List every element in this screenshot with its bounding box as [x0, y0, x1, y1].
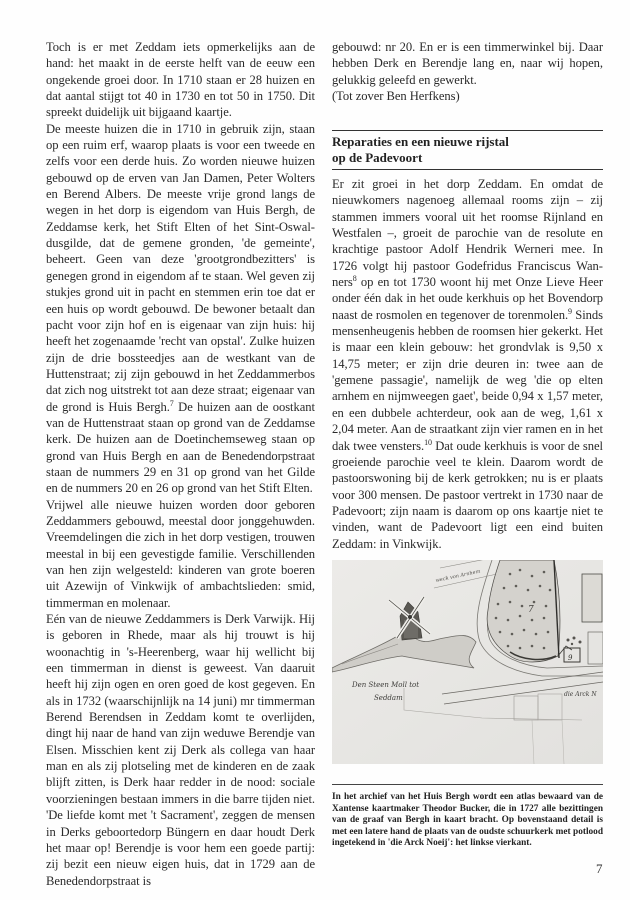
footnote-ref-7[interactable]: 7 — [169, 398, 174, 408]
figure-caption-box — [332, 784, 603, 850]
historic-map-image — [332, 560, 603, 764]
left-column — [46, 39, 315, 889]
paragraph-padevoort-part2: op en tot 1730 woont hij met Onze Lieve Heer onder één dak in het oude kerkhuis op het Bovendorp naast de rosmolen en tegenover de torenmolen. — [332, 275, 603, 322]
map-label-plot-7: 7 — [528, 605, 534, 615]
map-label-windmill-line2: Seddam — [374, 694, 403, 702]
footnote-ref-10[interactable]: 10 — [424, 437, 432, 447]
paragraph-padevoort-part3: Sinds mensenheugenis hebben de roomsen hier gekerkt. Het is maar een klein gebouw: het grondvlak is 9,50 x 14,75 meter; er zijn drie deuren in: twee aan de 'gemene passagie', namelijk de weg 'die op elten arnhem en nijmweegen gaet', beide 0,94 x 1,57 meter, en een dubbele achterdeur, ook aan de weg, 1,61 x 2,04 meter. Aan de straatkant zijn vier ramen en in het dak twee vensters. — [332, 307, 603, 453]
footnote-ref-8[interactable]: 8 — [352, 274, 357, 284]
paragraph-padevoort — [332, 176, 603, 552]
right-column-intro — [332, 39, 603, 104]
section-heading — [332, 134, 603, 166]
section-heading-line1: Reparaties en een nieuwe rijstal — [332, 134, 509, 149]
paragraph-houses-land — [46, 121, 315, 497]
right-column-body — [332, 176, 603, 552]
section-heading-line2: op de Padevoort — [332, 150, 423, 165]
paragraph-padevoort-part1: Er zit groei in het dorp Zeddam. En omdat de nieuwkomers nagenoeg allemaal rooms zijn – zij stammen immers vooral uit het roomse Rijnland en Westfalen –, groeit de parochie van de resolute en krachtige pastoor Adolf Hendrik Werneri mee. In 1726 volgt hij pastoor Godefridus Franciscus Wanners — [332, 177, 603, 290]
section-heading-box — [332, 130, 603, 170]
paragraph-padevoort-part4: Dat oude kerkhuis is voor de snel groeiende parochie veel te klein. Daarom wordt de pastoorswoning bij de kerk getrokken; nu is er plaats voor 300 mensen. De pastoor vertrekt in 1730 naar de Padevoort; zijn naam is daarom op ons kaartje niet te vinden, want de Padevoort ligt een eind buiten Zeddam: in Vinkwijk. — [332, 438, 603, 551]
paragraph-derk-conclusion: gebouwd: nr 20. En er is een timmerwinkel bij. Daar hebben Derk en Berendje lang en, naar wij hopen, gelukkig geleefd en gewerkt. — [332, 40, 603, 87]
footnote-ref-9[interactable]: 9 — [568, 306, 572, 316]
page-number: 7 — [596, 861, 603, 876]
map-label-windmill-line1: Den Steen Moll tot — [352, 681, 420, 689]
paragraph-newcomers: Vrijwel alle nieuwe huizen worden door geboren Zeddammers gebouwd, meestal door jonggehuwden. Vreemdelingen die zich in het dorp vestigen, trouwen meestal in bij een gevestigde familie. Verschillenden van hen zijn welgesteld: kinderen van grote boeren uit Azewijn of Vinkwijk of ambachtslieden: smid, timmerman en molenaar. — [46, 497, 315, 610]
map-label-road: weck von Arnhem — [435, 568, 481, 584]
paragraph-growth-intro: Toch is er met Zeddam iets opmerkelijks aan de hand: het maakt in de eerste helft van de eeuw een ongekende groei door. In 1710 staan er 28 huizen en dat aantal stijgt tot 40 in 1730 en tot 50 in 1750. Dit spreekt duidelijk uit bijgaand kaartje. — [46, 40, 315, 120]
map-label-plot-9: 9 — [568, 654, 573, 662]
paragraph-houses-land-continuation: De huizen aan de oostkant van de Huttenstraat staan op grond van de Zeddamse kerk. De huizen aan de Doetinchemseweg staan op grond van Huis Bergh en aan de Benedendorpstraat staan de nummers 29 en 31 op grond van het Gilde en de nummers 20 en 26 op grond van het Stift Elten. — [46, 399, 315, 496]
map-plot-right — [582, 574, 602, 622]
map-label-arck: die Arck N — [564, 691, 597, 698]
paragraph-derk-varwijk: Eén van de nieuwe Zeddammers is Derk Varwijk. Hij is geboren in Rhede, maar als hij trouwt is hij woonachtig in 's-Heerenberg, waar hij wellicht bij een timmerman in dienst is geweest. Van daaruit heeft hij zijn ogen en oren goed de kost gegeven. En als in 1732 (waarschijnlijk na 14 juni) mr timmerman Berend Berendsen in Zeddam komt te overlijden, dingt hij naar de hand van zijn weduwe Berendje van Elsen. Misschien kent zij Derk als collega van haar man en als zij plotseling met de kinderen en de zaak blijft zitten, is Derk haar redder in de nood: sociale voorzieningen bestaan immers in die barre tijden niet. 'De liefde komt met 't Sacrament', zeggen de mensen in Derks geboortedorp Büngern en daar houdt Derk het maar op! Berendje is voor hem een goede partij: zij bezit een nieuw eigen huis, dat in 1729 aan de Benedendorpstraat is — [46, 612, 315, 888]
figure-caption: In het archief van het Huis Bergh wordt een atlas bewaard van de Xantense kaartmaker Theodor Bucker, die in 1727 alle bezittingen van de graaf van Bergh in kaart bracht. Op bovenstaand detail is met een latere hand de plaats van de oudste schuurkerk met potlood ingetekend in 'die Arck Noeij': het linkse vierkant. — [332, 792, 603, 849]
paragraph-houses-land-text: De meeste huizen die in 1710 in gebruik zijn, staan op een ruim erf, waarop plaats is voor een tweede en zelfs voor een derde huis. Zo worden nieuwe huizen gebouwd op de erven van Jan Damen, Peter Wolters en Berend Albers. De meeste vrije grond langs de wegen in het dorp is eigendom van Huis Bergh, de Zeddamse kerk, het Stift Elten of het Sint-Oswaldusgilde, dat de gemene gronden, 'de gemeinte', beheert. Geen van deze 'grootgrondbezitters' is genegen grond in eigendom af te staan. Wel geven zij stukjes grond uit in pacht en stemmen erin toe dat er een huis op wordt gebouwd. De bewoner betaalt dan pacht voor zijn hof en is eigenaar van zijn huis: hij heeft het zogenaamde 'recht van opstal'. Zulke huizen zijn de drie bossteedjes aan de westkant van de Huttenstraat; zij zijn gebouwd in het Zeddammerbos dat zich nog uitstrekt tot aan deze straat; eigenaar van de grond is Huis Bergh. — [46, 121, 315, 414]
attribution: (Tot zover Ben Herfkens) — [332, 89, 460, 104]
historic-map-figure — [332, 560, 603, 764]
